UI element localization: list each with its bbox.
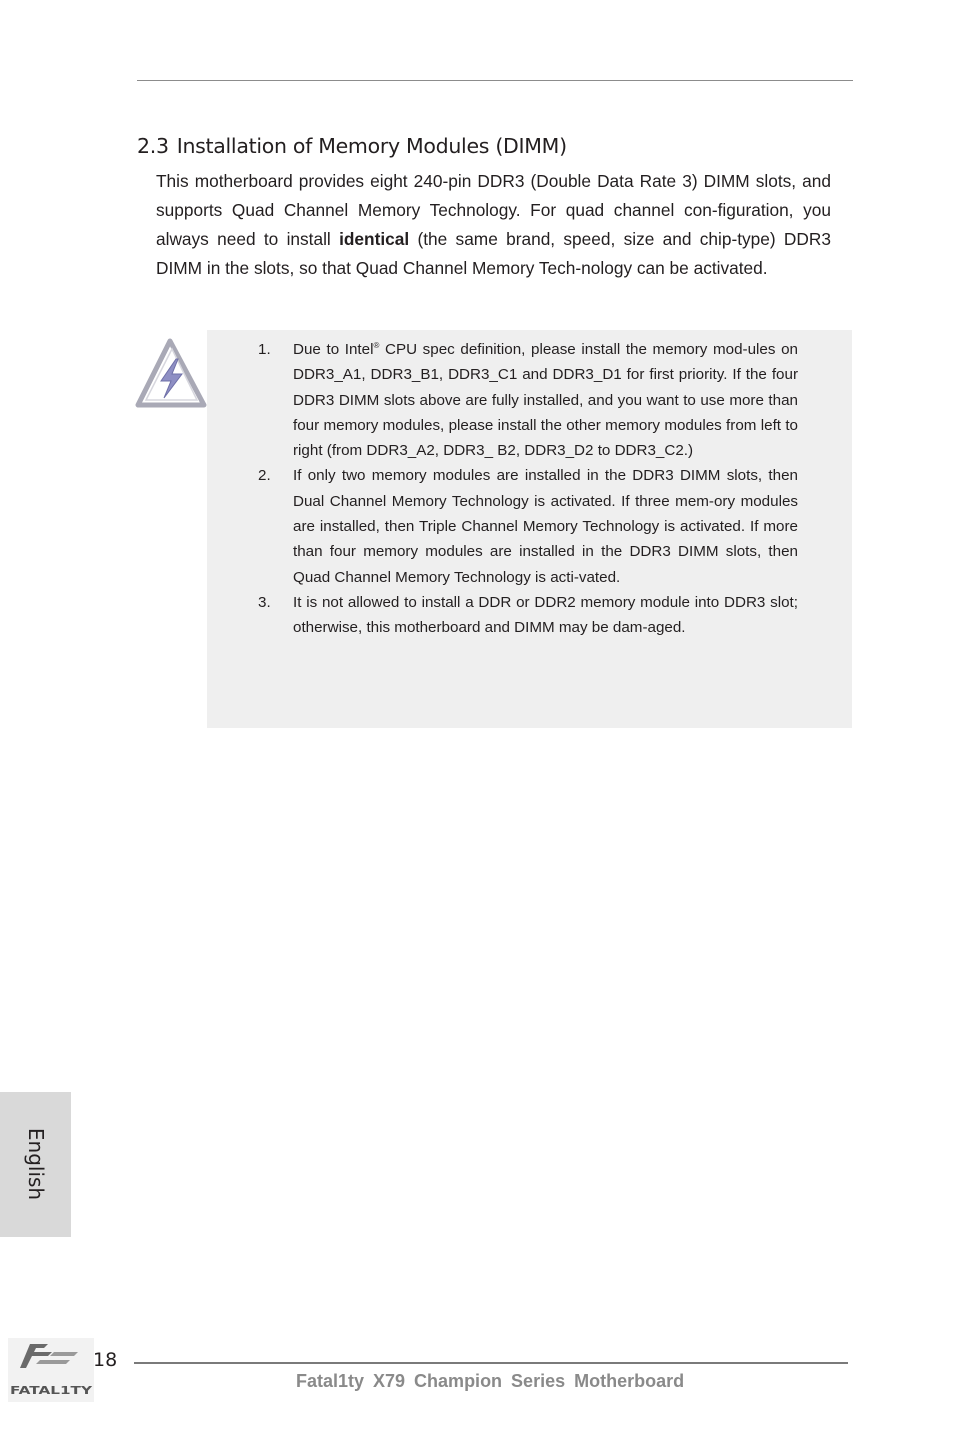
note-text: Due to Intel <box>293 341 374 358</box>
note-item <box>258 463 798 589</box>
note-number: 3. <box>258 593 271 611</box>
intro-emphasis: identical <box>339 229 410 249</box>
section-heading <box>137 134 567 158</box>
note-item <box>258 337 798 463</box>
section-number: 2.3 <box>137 134 169 158</box>
intro-text-continued: (the same brand, speed, size and chip-type) DDR3 DIMM in the slots, so that Quad Channel Memory Tech-nology can be activated. <box>156 229 831 278</box>
note-number: 2. <box>258 467 271 485</box>
note-text: If only two memory modules are installed in the DDR3 DIMM slots, then Dual Channel Memory Technology is activated. If three mem-ory modules are installed, then Triple Channel Memory Technology is activated. If more than four memory modules are installed in the DDR3 DIMM slots, then Quad Channel Memory Technology is acti-vated. <box>293 467 798 586</box>
intro-text: This motherboard provides eight 240-pin DDR3 (Double Data Rate 3) DIMM slots, and supports Quad Channel Memory Technology. For quad channel con-figuration, you always need to install <box>156 171 831 249</box>
logo-text: FATAL1TY <box>10 1384 94 1397</box>
registered-mark: ® <box>373 340 380 350</box>
intro-paragraph <box>156 167 831 283</box>
fatal1ty-logo <box>8 1338 94 1402</box>
note-number: 1. <box>258 341 271 358</box>
warning-lightning-icon <box>134 337 210 411</box>
note-list <box>258 337 798 641</box>
language-tab-label: English <box>24 1127 48 1201</box>
bottom-rule <box>134 1362 848 1364</box>
page-number: 18 <box>93 1349 118 1371</box>
top-rule <box>137 80 853 81</box>
language-tab <box>0 1092 71 1237</box>
note-text: It is not allowed to install a DDR or DDR2 memory module into DDR3 slot; otherwise, this motherboard and DIMM may be dam-aged. <box>293 593 798 637</box>
section-title: Installation of Memory Modules (DIMM) <box>176 134 567 158</box>
note-text-continued: CPU spec definition, please install the memory mod-ules on DDR3_A1, DDR3_B1, DDR3_C1 and DDR3_D1 for first priority. If the four DDR3 DIMM slots above are fully installed, and you want to use more than four memory modules, please install the other memory modules from left to right (from DDR3_A2, DDR3_ B2, DDR3_D2 to DDR3_C2.) <box>293 341 798 460</box>
footer-title: Fatal1ty X79 Champion Series Motherboard <box>296 1371 685 1391</box>
note-item <box>258 590 798 641</box>
